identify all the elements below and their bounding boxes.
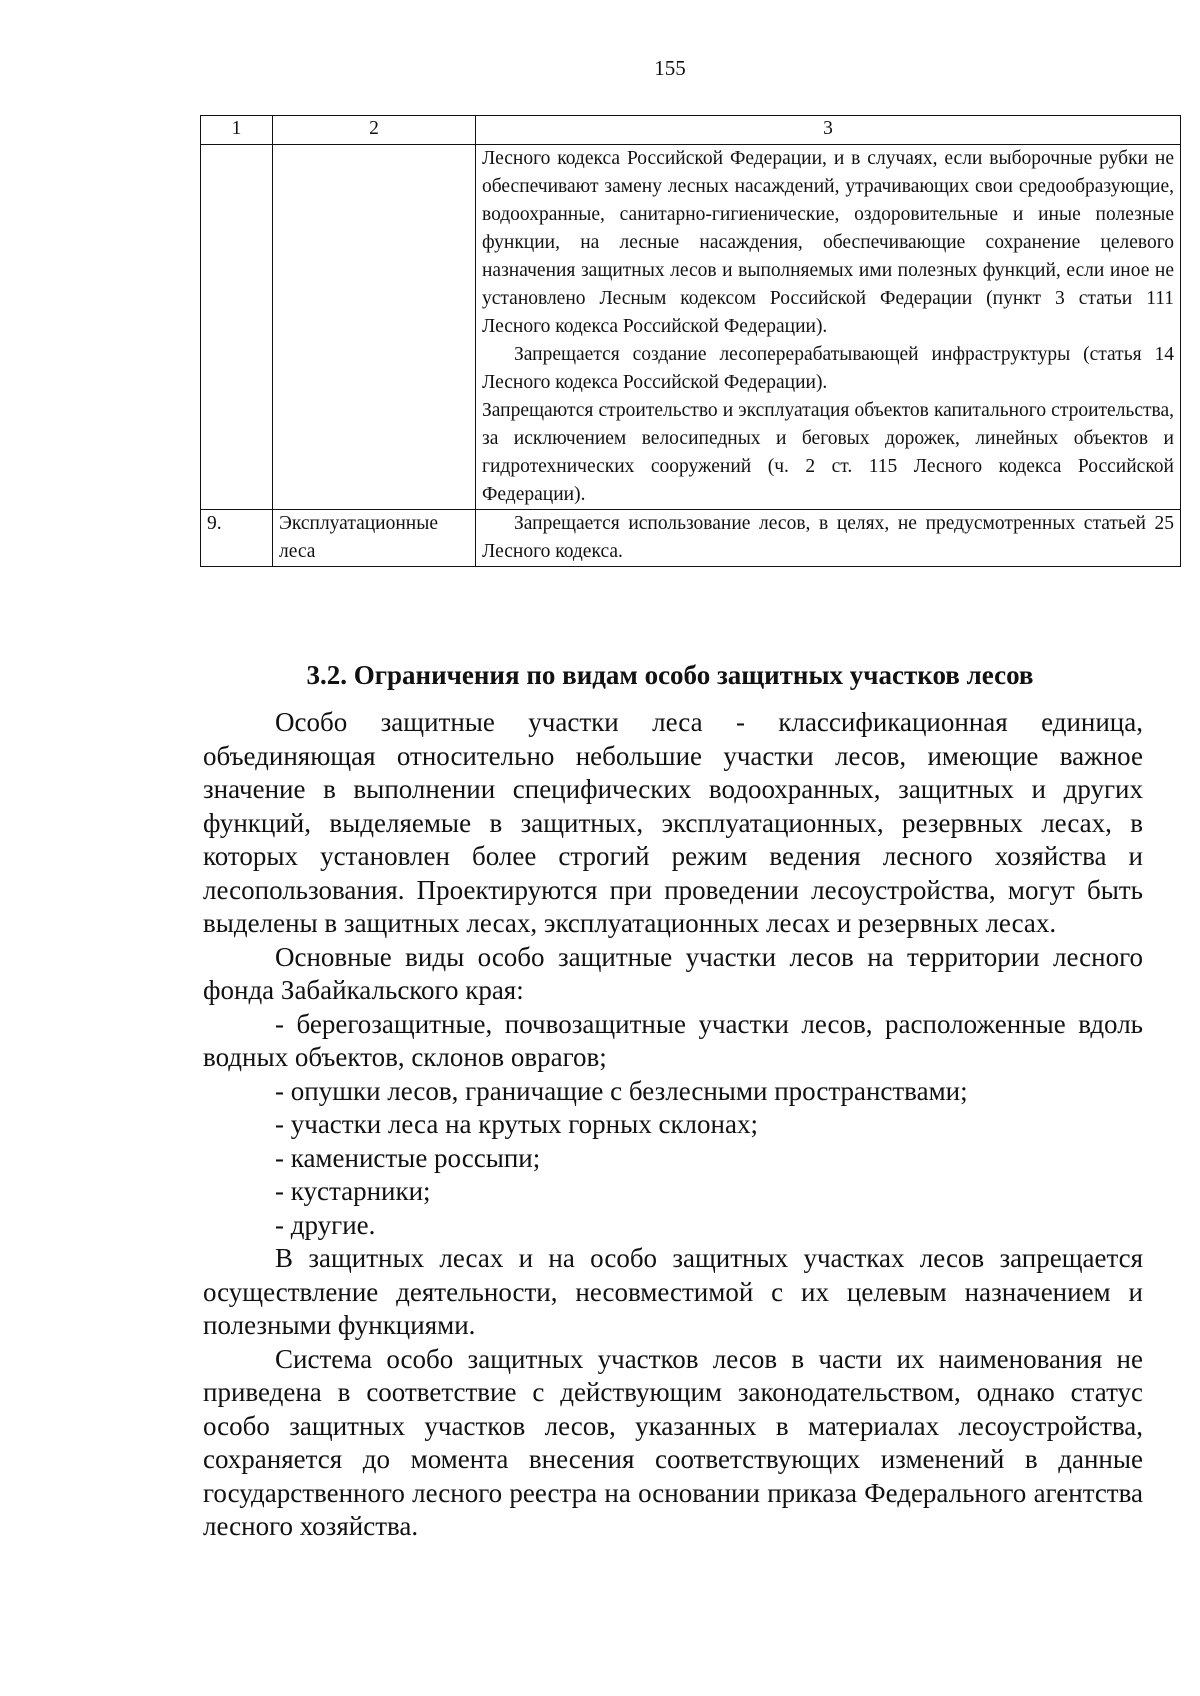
list-item: - кустарники; bbox=[275, 1176, 431, 1206]
list-item: - каменистые россыпи; bbox=[275, 1142, 541, 1173]
list-item: - берегозащитные, почвозащитные участки лесов, расположенные вдоль водных объектов, склонов оврагов; bbox=[203, 1008, 1143, 1072]
section-body bbox=[203, 706, 1143, 1544]
row-forest-type bbox=[273, 145, 476, 510]
restriction-paragraph: Запрещаются строительство и эксплуатация объектов капитального строительства, за исключением велосипедных и беговых дорожек, линейных объектов и гидротехнических сооружений (ч. 2 ст. 115 Лесного кодекса Российской Федерации). bbox=[482, 400, 1174, 505]
table-row bbox=[201, 510, 1181, 567]
body-paragraph: Особо защитные участки леса - классификационная единица, объединяющая относительно небольшие участки лесов, имеющие важное значение в выполнении специфических водоохранных, защитных и других функций, выделяемые в защитных, эксплуатационных, резервных лесах, в которых установлен более строгий режим ведения лесного хозяйства и лесопользования. Проектируются при проведении лесоустройства, могут быть выделены в защитных лесах, эксплуатационных лесах и резервных лесах. bbox=[203, 707, 1143, 938]
table-header-row bbox=[201, 116, 1181, 145]
restriction-paragraph: Запрещается использование лесов, в целях, не предусмотренных статьей 25 Лесного кодекса. bbox=[482, 513, 1174, 562]
list-item: - другие. bbox=[275, 1209, 376, 1240]
row-number bbox=[201, 145, 273, 510]
body-paragraph: Основные виды особо защитные участки лесов на территории лесного фонда Забайкальского края: bbox=[203, 941, 1143, 1005]
restrictions-table bbox=[200, 115, 1181, 567]
restriction-paragraph: Запрещается создание лесоперерабатывающей инфраструктуры (статья 14 Лесного кодекса Российской Федерации). bbox=[482, 344, 1174, 393]
column-header: 3 bbox=[476, 116, 1181, 145]
section-title: 3.2. Ограничения по видам особо защитных участков лесов bbox=[306, 660, 1034, 690]
body-paragraph: В защитных лесах и на особо защитных участках лесов запрещается осуществление деятельности, несовместимой с их целевым назначением и полезными функциями. bbox=[203, 1243, 1143, 1340]
restriction-paragraph: Лесного кодекса Российской Федерации, и в случаях, если выборочные рубки не обеспечивают замену лесных насаждений, утрачивающих свои средообразующие, водоохранные, санитарно-гигиенические, оздоровительные и иные полезные функции, на лесные насаждения, обеспечивающие сохранение целевого назначения защитных лесов и выполняемых ими полезных функций, если иное не установлено Лесным кодексом Российской Федерации (пункт 3 статьи 111 Лесного кодекса Российской Федерации). bbox=[482, 148, 1174, 337]
list-item: - участки леса на крутых горных склонах; bbox=[275, 1109, 758, 1139]
list-item: - опушки лесов, граничащие с безлесными пространствами; bbox=[275, 1075, 968, 1106]
body-paragraph: Система особо защитных участков лесов в части их наименования не приведена в соответствие с действующим законодательством, однако статус особо защитных участков лесов, указанных в материалах лесоустройства, сохраняется до момента внесения соответствующих изменений в данные государственного лесного реестра на основании приказа Федерального агентства лесного хозяйства. bbox=[203, 1343, 1143, 1541]
row-number: 9. bbox=[201, 510, 273, 567]
table-row bbox=[201, 145, 1181, 510]
row-restrictions bbox=[476, 510, 1181, 567]
page-number: 155 bbox=[654, 56, 686, 80]
column-header: 2 bbox=[273, 116, 476, 145]
row-forest-type: Эксплуатационные леса bbox=[273, 510, 476, 567]
column-header: 1 bbox=[201, 116, 273, 145]
row-restrictions bbox=[476, 145, 1181, 510]
